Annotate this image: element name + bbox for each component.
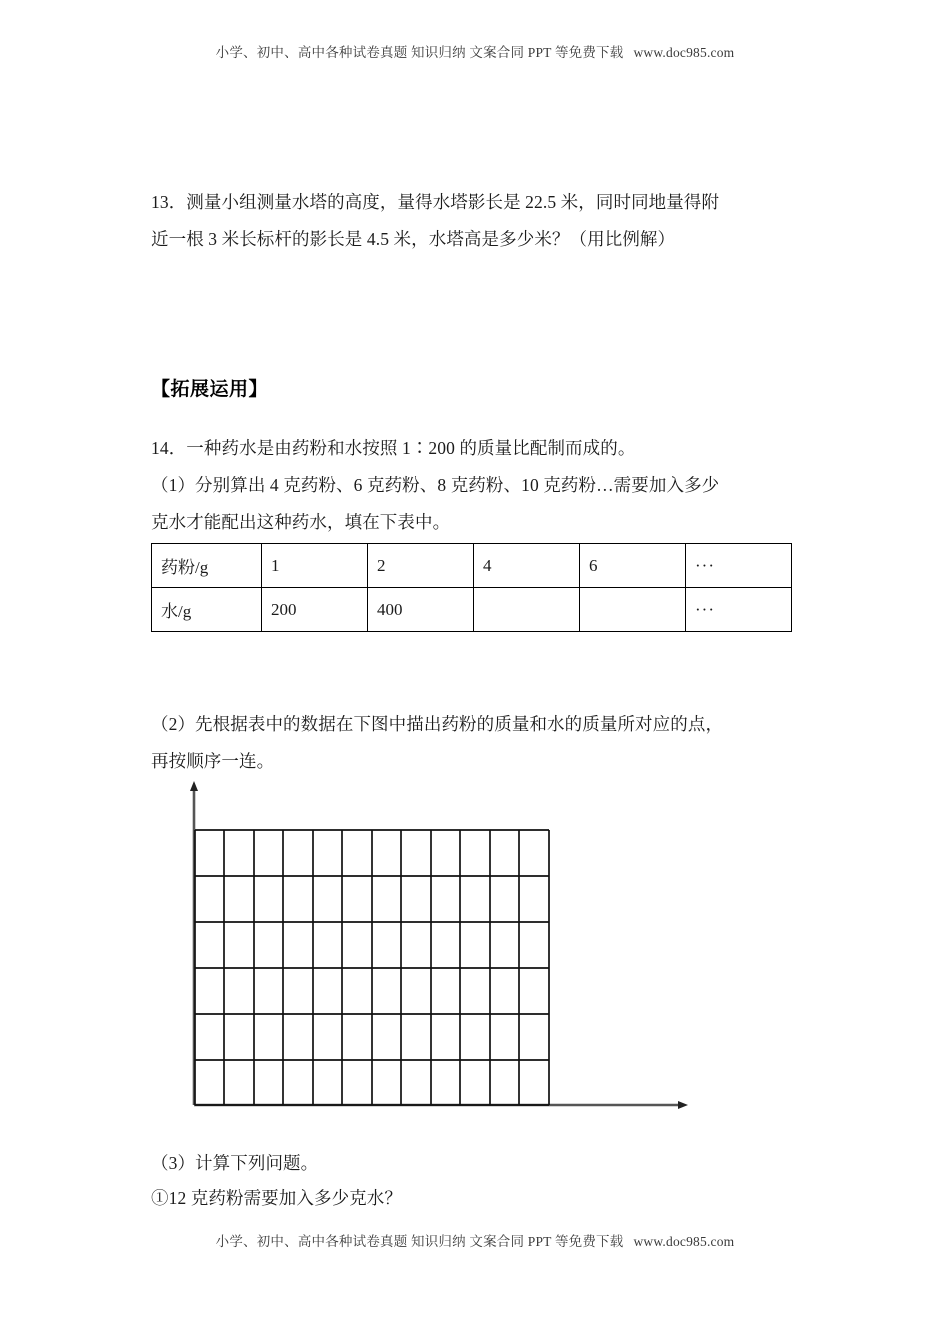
- grid-lines: [195, 830, 549, 1105]
- question-13-line-1: 13．测量小组测量水塔的高度，量得水塔影长是 22.5 米，同时同地量得附: [151, 192, 720, 212]
- question-14-part3: [151, 1146, 799, 1216]
- table-row-label: 水/g: [152, 588, 262, 632]
- table-cell-ellipsis: ···: [686, 588, 792, 632]
- table-cell[interactable]: 400: [368, 588, 474, 632]
- question-14-part2: [151, 706, 799, 780]
- page-footer-text: 小学、初中、高中各种试卷真题 知识归纳 文案合同 PPT 等免费下载: [215, 1234, 624, 1249]
- question-13: [151, 184, 799, 258]
- question-14-part2-line-1: （2）先根据表中的数据在下图中描出药粉的质量和水的质量所对应的点，: [151, 714, 724, 734]
- page-footer: [0, 1230, 950, 1250]
- table-cell-blank[interactable]: [474, 588, 580, 632]
- answer-table: [151, 543, 792, 632]
- question-14-part1-line-2: 克水才能配出这种药水，填在下表中。: [151, 512, 451, 532]
- page-footer-url: www.doc985.com: [633, 1234, 735, 1249]
- table-row: [152, 544, 792, 588]
- question-14-part1-line-1: （1）分别算出 4 克药粉、6 克药粉、8 克药粉、10 克药粉…需要加入多少: [151, 475, 720, 495]
- plotting-grid-figure: [151, 778, 799, 1123]
- section-heading-extension: 【拓展运用】: [151, 379, 269, 400]
- table-cell[interactable]: 1: [262, 544, 368, 588]
- table-cell-ellipsis: ···: [686, 544, 792, 588]
- table-cell-blank[interactable]: [580, 588, 686, 632]
- page-header-url: www.doc985.com: [633, 45, 735, 60]
- answer-table-wrapper: [151, 543, 792, 632]
- table-cell[interactable]: 200: [262, 588, 368, 632]
- table-row-label: 药粉/g: [152, 544, 262, 588]
- question-14-part3-line-1: （3）计算下列问题。: [151, 1153, 319, 1173]
- table-cell[interactable]: 6: [580, 544, 686, 588]
- page-header-text: 小学、初中、高中各种试卷真题 知识归纳 文案合同 PPT 等免费下载: [215, 45, 624, 60]
- question-14-part3-line-2: ①12 克药粉需要加入多少克水？: [151, 1188, 402, 1208]
- table-row: [152, 588, 792, 632]
- question-14: [151, 430, 799, 541]
- table-cell[interactable]: 4: [474, 544, 580, 588]
- question-14-stem: 14．一种药水是由药粉和水按照 1∶200 的质量比配制而成的。: [151, 438, 636, 458]
- table-cell[interactable]: 2: [368, 544, 474, 588]
- question-14-part2-line-2: 再按顺序一连。: [151, 751, 275, 771]
- plotting-grid-svg: [151, 778, 751, 1123]
- page-header: [0, 41, 950, 61]
- question-13-line-2: 近一根 3 米长标杆的影长是 4.5 米，水塔高是多少米？（用比例解）: [151, 229, 676, 249]
